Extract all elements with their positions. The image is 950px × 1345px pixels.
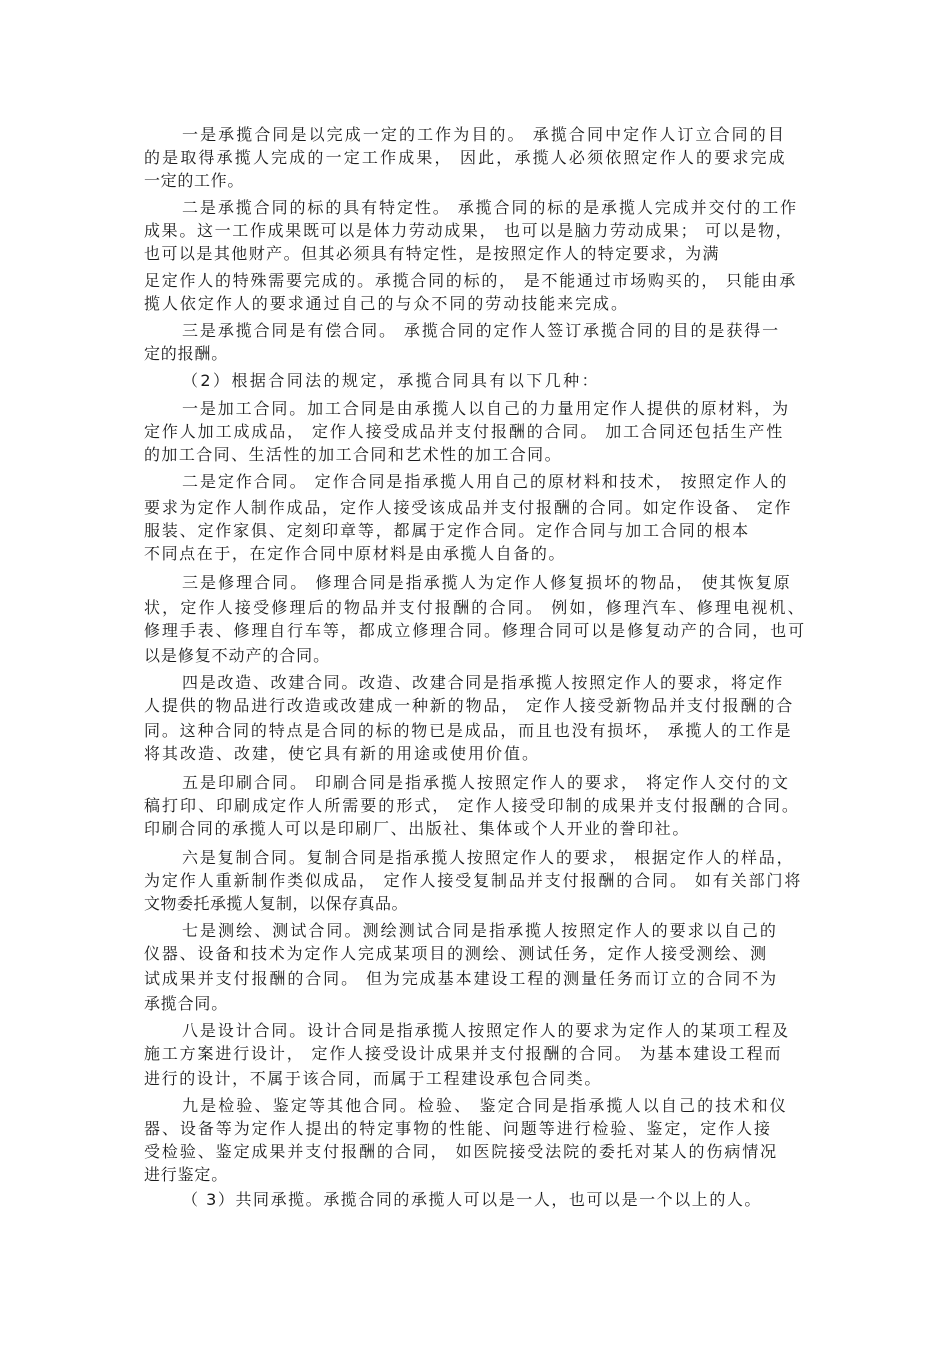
text-line: 器、设备等为定作人提出的特定事物的性能、问题等进行检验、鉴定，定作人接 bbox=[144, 1119, 772, 1138]
text-line: 一定的工作。 bbox=[144, 171, 244, 190]
text-line: 三是承揽合同是有偿合同。 承揽合同的定作人签订承揽合同的目的是获得一 bbox=[182, 321, 781, 340]
text-line: 文物委托承揽人复制，以保存真品。 bbox=[144, 894, 408, 913]
text-line: 承揽合同。 bbox=[144, 994, 228, 1013]
text-line: 六是复制合同。复制合同是指承揽人按照定作人的要求， 根据定作人的样品， bbox=[182, 848, 795, 867]
text-line: 以是修复不动产的合同。 bbox=[144, 646, 330, 665]
text-line: 将其改造、改建，使它具有新的用途或使用价值。 bbox=[144, 744, 540, 763]
text-line: 足定作人的特殊需要完成的。承揽合同的标的， 是不能通过市场购买的， 只能由承 bbox=[144, 271, 797, 290]
text-line: 为定作人重新制作类似成品， 定作人接受复制品并支付报酬的合同。 如有关部门将 bbox=[144, 871, 803, 890]
text-line: 人提供的物品进行改造或改建成一种新的物品， 定作人接受新物品并支付报酬的合 bbox=[144, 696, 795, 715]
text-line: 九是检验、鉴定等其他合同。检验、 鉴定合同是指承揽人以自己的技术和仪 bbox=[182, 1096, 788, 1115]
text-line: 的是取得承揽人完成的一定工作成果， 因此，承揽人必须依照定作人的要求完成 bbox=[144, 148, 787, 167]
text-line: 要求为定作人制作成品，定作人接受该成品并支付报酬的合同。如定作设备、 定作 bbox=[144, 498, 793, 517]
text-line: 四是改造、改建合同。改造、改建合同是指承揽人按照定作人的要求，将定作 bbox=[182, 673, 784, 692]
text-line: 揽人依定作人的要求通过自己的与众不同的劳动技能来完成。 bbox=[144, 294, 629, 313]
text-line: 成果。这一工作成果既可以是体力劳动成果， 也可以是脑力劳动成果； 可以是物， bbox=[144, 221, 794, 240]
text-line: 修理手表、修理自行车等，都成立修理合同。修理合同可以是修复动产的合同，也可 bbox=[144, 621, 806, 640]
text-line: 一是加工合同。加工合同是由承揽人以自己的力量用定作人提供的原材料，为 bbox=[182, 399, 790, 418]
text-line: 的加工合同、生活性的加工合同和艺术性的加工合同。 bbox=[144, 445, 562, 464]
text-line: 定作人加工成成品， 定作人接受成品并支付报酬的合同。 加工合同还包括生产性 bbox=[144, 422, 785, 441]
text-line: 不同点在于，在定作合同中原材料是由承揽人自备的。 bbox=[144, 544, 566, 563]
text-line: 七是测绘、测试合同。测绘测试合同是指承揽人按照定作人的要求以自己的 bbox=[182, 921, 778, 940]
text-line: 进行鉴定。 bbox=[144, 1165, 228, 1184]
text-line: 一是承揽合同是以完成一定的工作为目的。 承揽合同中定作人订立合同的目 bbox=[182, 125, 786, 144]
text-line: 印刷合同的承揽人可以是印刷厂、出版社、集体或个人开业的誊印社。 bbox=[144, 819, 690, 838]
text-line: 三是修理合同。 修理合同是指承揽人为定作人修复损坏的物品， 使其恢复原 bbox=[182, 573, 792, 592]
text-line: 试成果并支付报酬的合同。 但为完成基本建设工程的测量任务而订立的合同不为 bbox=[144, 969, 779, 988]
text-line: 也可以是其他财产。但其必须具有特定性，是按照定作人的特定要求，为满 bbox=[144, 244, 720, 263]
text-line: 八是设计合同。设计合同是指承揽人按照定作人的要求为定作人的某项工程及 bbox=[182, 1021, 790, 1040]
text-line: 施工方案进行设计， 定作人接受设计成果并支付报酬的合同。 为基本建设工程而 bbox=[144, 1044, 783, 1063]
text-line: 状，定作人接受修理后的物品并支付报酬的合同。 例如，修理汽车、修理电视机、 bbox=[144, 598, 806, 617]
text-line: （2）根据合同法的规定，承揽合同具有以下几种： bbox=[182, 371, 600, 390]
text-line: 进行的设计，不属于该合同，而属于工程建设承包合同类。 bbox=[144, 1069, 602, 1088]
text-line: 服装、定作家俱、定刻印章等，都属于定作合同。定作合同与加工合同的根本 bbox=[144, 521, 750, 540]
text-line: 五是印刷合同。 印刷合同是指承揽人按照定作人的要求， 将定作人交付的文 bbox=[182, 773, 790, 792]
text-line: 同。这种合同的特点是合同的标的物已是成品，而且也没有损坏， 承揽人的工作是 bbox=[144, 721, 793, 740]
text-line: （ 3）共同承揽。承揽合同的承揽人可以是一人，也可以是一个以上的人。 bbox=[182, 1190, 762, 1209]
text-line: 仪器、设备和技术为定作人完成某项目的测绘、测试任务，定作人接受测绘、测 bbox=[144, 944, 768, 963]
text-line: 受检验、鉴定成果并支付报酬的合同， 如医院接受法院的委托对某人的伤病情况 bbox=[144, 1142, 779, 1161]
text-line: 定的报酬。 bbox=[144, 344, 228, 363]
text-line: 二是定作合同。 定作合同是指承揽人用自己的原材料和技术， 按照定作人的 bbox=[182, 472, 789, 491]
text-line: 稿打印、印刷成定作人所需要的形式， 定作人接受印制的成果并支付报酬的合同。 bbox=[144, 796, 800, 815]
text-line: 二是承揽合同的标的具有特定性。 承揽合同的标的是承揽人完成并交付的工作 bbox=[182, 198, 799, 217]
